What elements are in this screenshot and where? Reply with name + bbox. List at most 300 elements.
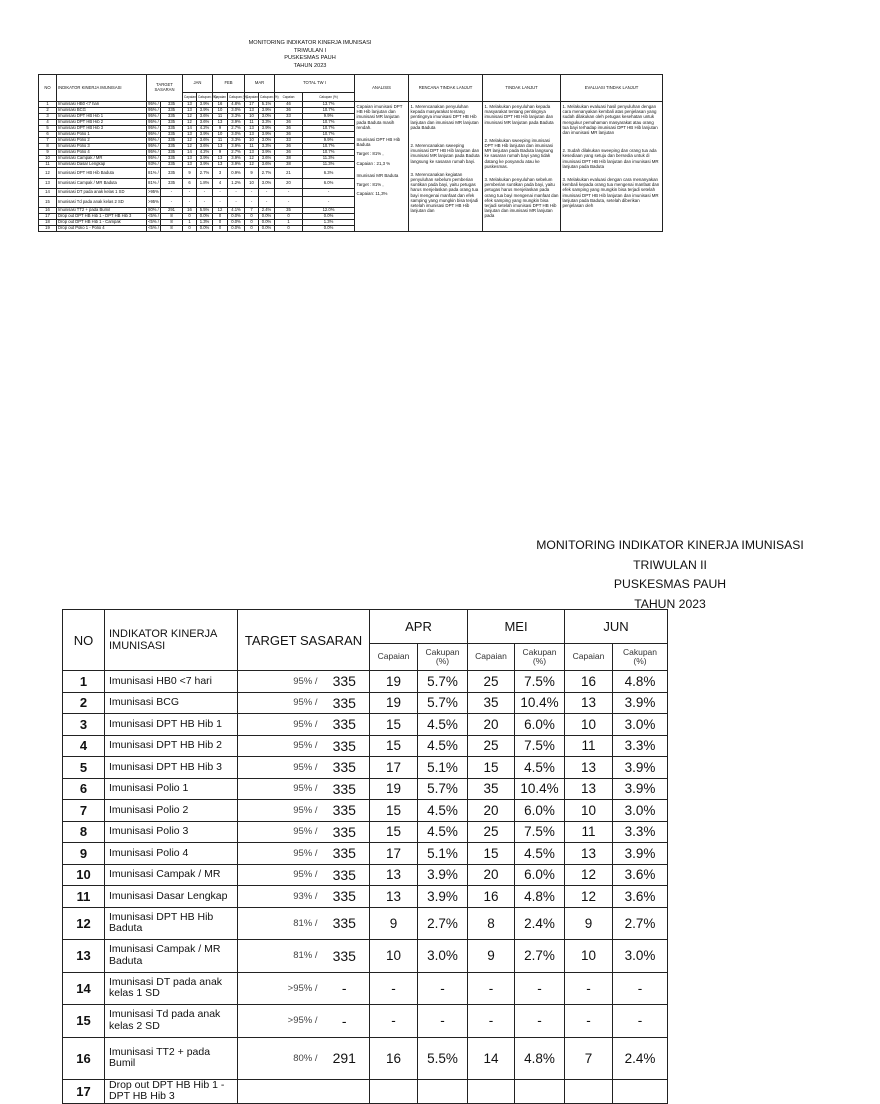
month-capaian: - [565,1005,613,1038]
month-cakupan: - [228,197,245,208]
target-percent: 95% / [238,714,320,736]
target-value: - [161,189,183,197]
row-number: 14 [63,972,105,1005]
total-capaian: 33 [275,114,303,120]
month-capaian: 12 [183,114,197,120]
month-cakupan: 3.9% [228,156,245,162]
q1-subheader-cakupan: Cakupan (%) [197,93,213,102]
total-capaian: 35 [275,208,303,214]
month-cakupan: 2.4% [613,1037,668,1079]
target-percent: 81% / [147,179,161,189]
total-capaian: 36 [275,120,303,126]
q2-table-row [63,821,668,843]
month-cakupan: 3.9% [418,864,468,886]
month-cakupan: 5.1% [418,843,468,865]
month-cakupan [418,1079,468,1103]
row-number: 3 [39,114,57,120]
month-cakupan: 0.0% [197,226,213,232]
target-value: - [320,1005,370,1038]
month-capaian: 12 [245,162,259,168]
month-cakupan: 1.2% [228,179,245,189]
q1-evaluation-text: 2. Sudah dilakukan sweeping dan orang tua ada kesediaan yang setuju dan bersedia untuk di imunisasi DPT HB Hib lanjutan dan imunisasi MR lanjutan pada Baduta [562,148,659,169]
month-cakupan: 3.0% [228,108,245,114]
indicator-name: Imunisasi DPT HB Hib 2 [57,120,147,126]
month-capaian: 19 [370,778,418,800]
indicator-name: Imunisasi Campak / MR [57,156,147,162]
q2-table-row [63,800,668,822]
month-cakupan: 0.9% [228,168,245,179]
month-capaian: 13 [565,778,613,800]
target-percent: 95% / [238,778,320,800]
target-percent: 95% / [148,119,159,125]
total-capaian: - [275,189,303,197]
total-cakupan: 10.7% [303,150,355,156]
month-capaian: 10 [245,114,259,120]
row-number: 10 [63,864,105,886]
row-number: 3 [63,714,105,736]
month-cakupan: 5.7% [418,778,468,800]
q2-table-row [63,940,668,973]
indicator-name: Imunisasi Polio 4 [105,843,238,865]
month-capaian: 10 [213,108,228,114]
q2-subheader-capaian: Capaian [468,644,515,671]
row-number: 2 [39,108,57,114]
q1-header-action: TINDAK LANJUT [483,75,561,102]
month-capaian: - [370,1005,418,1038]
month-capaian: 12 [213,208,228,214]
month-cakupan: 3.3% [228,138,245,144]
month-cakupan: 4.2% [197,126,213,132]
month-capaian: 13 [370,886,418,908]
month-cakupan: - [613,972,668,1005]
month-cakupan: 4.5% [515,757,565,779]
q1-analysis-text: Target : 81% , [356,182,384,188]
q1-header-month: FEB [213,75,245,93]
q2-table-row [63,1005,668,1038]
month-capaian: 11 [213,114,228,120]
month-cakupan: 2.7% [613,907,668,940]
q1-header-plan: RENCANA TINDAK LANJUT [409,75,483,102]
target-percent: 95% / [238,671,320,693]
row-number: 16 [39,208,57,214]
q1-header-target: TARGET SASARAN [147,75,183,102]
target-value: 335 [161,150,183,156]
q2-table-row [63,886,668,908]
month-cakupan: 4.8% [515,1037,565,1079]
month-capaian: 13 [370,864,418,886]
row-number: 11 [39,162,57,168]
q2-header-month: JUN [565,610,668,644]
month-capaian: 35 [468,778,515,800]
month-capaian: 13 [245,126,259,132]
month-capaian: 14 [468,1037,515,1079]
q2-header-month: APR [370,610,468,644]
q2-title-line: MONITORING INDIKATOR KINERJA IMUNISASI [536,538,804,552]
month-cakupan: 2.4% [259,208,275,214]
target-value: 335 [161,144,183,150]
month-cakupan: 3.0% [228,132,245,138]
month-capaian: 0 [245,226,259,232]
month-capaian: 13 [245,132,259,138]
indicator-name: Imunisasi DPT HB Hib Baduta [105,907,238,940]
target-percent: 95% / [238,757,320,779]
month-cakupan: 4.5% [515,843,565,865]
month-capaian: 11 [213,138,228,144]
indicator-name: Imunisasi DPT HB Hib 3 [105,757,238,779]
indicator-name: Drop out DPT HB Hib 1 - DPT HB Hib 3 [105,1079,238,1103]
month-capaian: 12 [565,864,613,886]
q2-report-title [460,536,880,614]
month-capaian: 25 [468,671,515,693]
month-cakupan: 3.3% [259,120,275,126]
month-capaian: 1 [183,220,197,226]
month-capaian: - [245,189,259,197]
q2-table-row [63,714,668,736]
row-number: 2 [63,692,105,714]
target-value: 335 [161,114,183,120]
target-percent: 93% / [148,161,159,167]
target-value: 335 [320,735,370,757]
month-capaian: 10 [213,132,228,138]
q2-header-target: TARGET SASARAN [238,610,370,671]
indicator-name: Imunisasi Td pada anak kelas 2 SD [105,1005,238,1038]
indicator-name: Imunisasi TT2 + pada Bumil [105,1037,238,1079]
month-capaian: 0 [213,226,228,232]
q1-subheader-cakupan: Cakupan (%) [228,93,245,102]
month-cakupan: 3.0% [259,179,275,189]
month-cakupan: 3.6% [613,864,668,886]
month-capaian: - [183,197,197,208]
row-number: 5 [63,757,105,779]
row-number: 12 [39,168,57,179]
month-cakupan: 4.2% [197,150,213,156]
month-capaian: 13 [213,120,228,126]
month-capaian: 12 [183,144,197,150]
target-percent: 95% / [238,800,320,822]
total-capaian: 0 [275,226,303,232]
month-capaian: 9 [468,940,515,973]
month-cakupan: 10.4% [515,778,565,800]
q2-subheader-cakupan: Cakupan (%) [418,644,468,671]
target-percent: 95% / [148,137,159,143]
q2-subheader-cakupan: Cakupan (%) [613,644,668,671]
q2-header-month: MEI [468,610,565,644]
q1-subheader-capaian: Capaian [213,93,228,102]
month-cakupan: 2.7% [515,940,565,973]
target-percent: 95% / [148,131,159,137]
month-capaian: 12 [183,120,197,126]
target-value: 335 [320,843,370,865]
month-cakupan: 4.5% [418,821,468,843]
total-capaian: 36 [275,132,303,138]
row-number: 14 [39,189,57,197]
indicator-name: Drop out DPT HB Hib 1 - Campak [57,220,147,226]
month-cakupan: 2.7% [418,907,468,940]
total-capaian: 21 [275,168,303,179]
month-cakupan: 3.9% [259,132,275,138]
month-capaian: 13 [183,156,197,162]
month-capaian: 10 [245,138,259,144]
month-cakupan: 3.9% [259,150,275,156]
target-percent: 80% / [238,1037,320,1079]
total-cakupan: - [303,197,355,208]
month-capaian: 10 [370,940,418,973]
month-cakupan: 3.9% [259,126,275,132]
month-capaian: 16 [565,671,613,693]
month-capaian: 19 [370,671,418,693]
month-capaian: - [468,1005,515,1038]
row-number: 19 [39,226,57,232]
row-number: 4 [63,735,105,757]
month-cakupan: 7.5% [515,671,565,693]
month-capaian: 15 [370,735,418,757]
month-capaian: 12 [245,156,259,162]
month-cakupan: 2.7% [228,126,245,132]
month-cakupan: 3.6% [197,138,213,144]
month-cakupan: 4.8% [515,886,565,908]
month-capaian: 35 [468,692,515,714]
q2-title-line: PUSKESMAS PAUH [613,577,727,591]
indicator-name: Imunisasi Dasar Lengkap [105,886,238,908]
q2-table-row [63,778,668,800]
row-number: 6 [63,778,105,800]
row-number: 1 [39,102,57,108]
month-capaian: 10 [565,800,613,822]
target-percent: 95% / [148,143,159,149]
q1-header-month: MAR [245,75,275,93]
target-percent: 95% / [238,864,320,886]
total-cakupan: 10.7% [303,126,355,132]
total-cakupan: 11.3% [303,162,355,168]
month-capaian: 13 [183,162,197,168]
month-capaian: 11 [245,120,259,126]
month-capaian: 12 [565,886,613,908]
month-cakupan: - [228,189,245,197]
month-capaian: 13 [245,150,259,156]
total-capaian: 1 [275,220,303,226]
month-cakupan: 7.5% [515,735,565,757]
month-capaian: 9 [565,907,613,940]
indicator-name: Imunisasi DT pada anak kelas 1 SD [57,189,147,197]
total-capaian: - [275,197,303,208]
month-capaian: 11 [245,144,259,150]
total-capaian: 38 [275,162,303,168]
month-capaian: 17 [245,102,259,108]
target-value: 335 [161,168,183,179]
month-capaian: 3 [213,168,228,179]
total-cakupan: 1.3% [303,220,355,226]
q2-table-row [63,671,668,693]
row-number: 13 [39,179,57,189]
target-value: 335 [161,132,183,138]
month-cakupan: 3.9% [197,156,213,162]
q1-action-text: 3. Melakukan penyuluhan sebelum pemberian suntikan pada bayi, yaitu petugas harus menjelaskan pada orang tua bayi mengenai manfaat dan efek samping yang mungkin bisa terjadi setelah imunisasi DPT HB Hib lanjutan dan imunisasi MR lanjutan pada [484,177,559,219]
month-capaian: - [370,972,418,1005]
month-cakupan: 3.6% [197,120,213,126]
indicator-name: Imunisasi Campak / MR Baduta [105,940,238,973]
target-value: 335 [161,102,183,108]
indicator-name: Imunisasi BCG [57,108,147,114]
total-cakupan: 13.7% [303,102,355,108]
month-cakupan: 5.5% [197,208,213,214]
target-percent: >95% / [238,1005,320,1038]
month-cakupan: 3.9% [228,144,245,150]
indicator-name: Imunisasi DT pada anak kelas 1 SD [105,972,238,1005]
total-capaian: 46 [275,102,303,108]
month-cakupan: 3.6% [259,162,275,168]
month-cakupan: 6.0% [515,800,565,822]
indicator-name: Imunisasi DPT HB Hib 1 [57,114,147,120]
total-cakupan: 6.3% [303,168,355,179]
total-capaian: 36 [275,144,303,150]
q2-header-no: NO [63,610,105,671]
q1-evaluation-text: 3. Melakukan evaluasi dengan cara menanyakan kembali kepada orang tua mengenai manfaat dan efek samping yang mungkin bisa terjadi setelah imunisasi DPT HB Hib lanjutan dan imunisasi MR lanjutan pada Baduta, setelah diberikan penjelasan oleh [562,177,660,209]
total-capaian: 38 [275,156,303,162]
q1-analysis-text: Capaian imunisasi DPT HB Hib lanjutan dan imunisasi MR lanjutan pada Baduta masih rendah. [356,104,403,130]
q1-title-line: TAHUN 2023 [293,62,327,69]
month-cakupan: 3.3% [259,144,275,150]
month-cakupan: 3.6% [259,156,275,162]
target-value: 335 [320,778,370,800]
q1-title-line: TRIWULAN I [293,47,327,54]
month-cakupan: 0.0% [228,220,245,226]
month-capaian: 9 [370,907,418,940]
target-percent: 95% / [238,843,320,865]
month-capaian: 25 [468,735,515,757]
q1-analysis-text: Capaian: 11,3% [356,191,388,197]
month-cakupan: 3.3% [228,114,245,120]
month-capaian [468,1079,515,1103]
month-capaian: 14 [183,150,197,156]
month-cakupan: 4.5% [418,714,468,736]
month-cakupan: - [515,972,565,1005]
row-number: 9 [39,150,57,156]
target-percent: 95% / [238,692,320,714]
month-capaian: 20 [468,800,515,822]
month-capaian: 10 [565,940,613,973]
target-value: 335 [320,886,370,908]
month-capaian: 13 [565,843,613,865]
row-number: 4 [39,120,57,126]
month-cakupan: 6.0% [515,864,565,886]
month-capaian: 6 [183,179,197,189]
month-capaian: 16 [183,208,197,214]
month-cakupan: 3.9% [613,692,668,714]
month-capaian: - [468,972,515,1005]
total-capaian: 33 [275,138,303,144]
target-percent [238,1079,320,1103]
month-cakupan: - [613,1005,668,1038]
month-cakupan: 3.9% [613,778,668,800]
target-percent: >95% / [147,197,161,208]
indicator-name: Imunisasi TT2 + pada Bumil [57,208,147,214]
row-number: 12 [63,907,105,940]
month-cakupan: 5.1% [418,757,468,779]
month-capaian: 15 [468,843,515,865]
month-cakupan: 3.0% [259,138,275,144]
month-capaian: 15 [370,800,418,822]
month-capaian: 0 [245,214,259,220]
q1-evaluation-text: 1. Melakukan evaluasi hasil penyuluhan dengan cara menanyakan kembali atas penjelasan yang sudah dilakukan oleh petugas kesehatan untuk mengukur pemahaman masyarakat atau orang tua bayi terhadap imunisasi DPT HB Hib lanjutan dan imunisasi MR lanjutan [562,104,658,136]
month-cakupan: 3.6% [197,114,213,120]
month-capaian: 7 [565,1037,613,1079]
q1-subheader-capaian: Capaian [245,93,259,102]
target-percent: 95% / [148,113,159,119]
total-capaian: 36 [275,150,303,156]
q2-title-line: TAHUN 2023 [634,596,706,611]
month-cakupan: 4.5% [418,735,468,757]
row-number: 17 [39,214,57,220]
month-capaian: 20 [468,864,515,886]
total-cakupan: 10.7% [303,132,355,138]
q2-subheader-cakupan: Cakupan (%) [515,644,565,671]
q1-title-line: PUSKESMAS PAUH [284,55,336,62]
row-number: 8 [39,144,57,150]
month-cakupan: 1.8% [197,179,213,189]
target-value [320,1079,370,1103]
target-value: 291 [320,1037,370,1079]
target-percent: 93% / [238,886,320,908]
month-capaian: 13 [213,162,228,168]
q1-title-line: MONITORING INDIKATOR KINERJA IMUNISASI [248,40,372,46]
q2-table-row [63,843,668,865]
month-capaian: 13 [213,156,228,162]
target-percent: 81% / [147,168,161,179]
q2-table-row [63,907,668,940]
q2-title-line: TRIWULAN II [633,557,707,572]
month-cakupan: 3.6% [197,144,213,150]
q1-plan-text: 2. Merencanakan sweeping imunisasi DPT HB Hib lanjutan dan imunisasi MR lanjutan pada Baduta langsung ke sasaran rumah bayi. [410,143,480,164]
month-capaian: 16 [370,1037,418,1079]
q1-header-analysis: ANALISIS [355,75,409,102]
q2-table-row [63,1037,668,1079]
target-value: 335 [161,108,183,114]
row-number: 16 [63,1037,105,1079]
month-capaian: 20 [468,714,515,736]
indicator-name: Drop out Polio 1 - Polio 4 [57,226,147,232]
total-capaian: 36 [275,126,303,132]
month-cakupan: 3.9% [197,108,213,114]
target-percent: 95% / [148,107,159,113]
indicator-name: Imunisasi Campak / MR [105,864,238,886]
q2-table-row [63,864,668,886]
month-capaian: 19 [370,692,418,714]
month-capaian: - [213,197,228,208]
target-value: 335 [320,671,370,693]
target-value: 335 [161,120,183,126]
q1-analysis-text: Imunisasi DPT HB Hib Baduta [356,137,401,148]
month-capaian: 17 [370,843,418,865]
q1-analysis-text: Capaian : 21,3 % [356,160,391,166]
row-number: 7 [39,138,57,144]
month-cakupan: 3.0% [418,940,468,973]
month-capaian: 11 [565,735,613,757]
month-cakupan: 3.9% [613,757,668,779]
month-cakupan: - [418,1005,468,1038]
q1-analysis-text: Imunisasi MR Baduta [356,172,399,178]
month-cakupan: 0.0% [228,214,245,220]
target-value: 335 [320,907,370,940]
month-cakupan: - [197,189,213,197]
target-percent: 95% / [148,149,159,155]
month-cakupan: 2.7% [259,168,275,179]
month-capaian: 0 [183,226,197,232]
total-cakupan: 12.0% [303,208,355,214]
q2-table-row [63,1079,668,1103]
month-cakupan: 0.0% [228,226,245,232]
month-cakupan: 0.0% [259,226,275,232]
indicator-name: Imunisasi DPT HB Hib 3 [57,126,147,132]
